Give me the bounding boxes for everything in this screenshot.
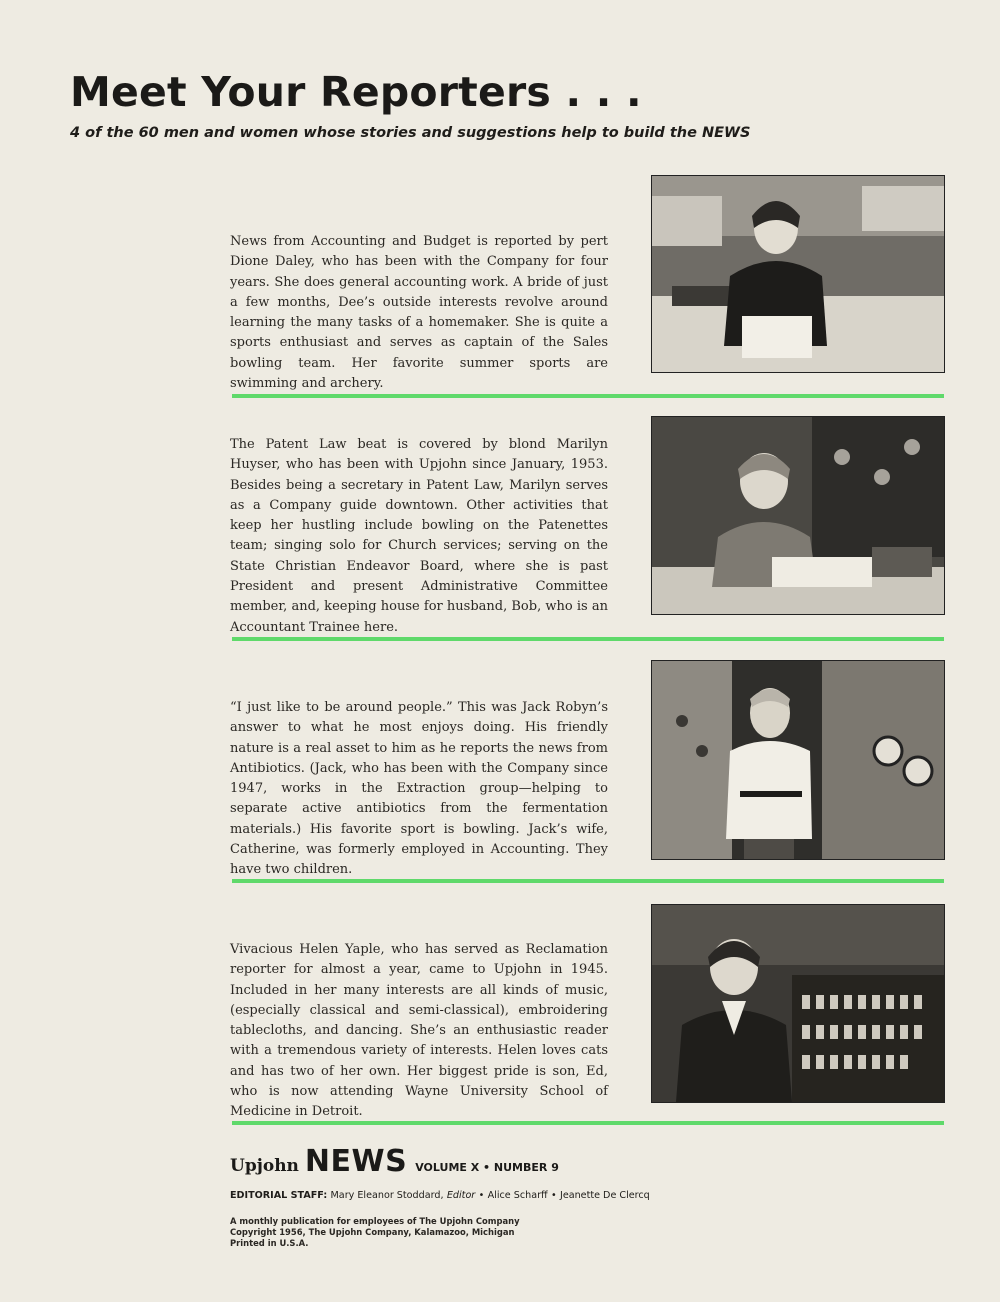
divider-rule: [232, 637, 944, 641]
editor-role: Editor: [446, 1190, 476, 1201]
editor-name: Mary Eleanor Stoddard,: [330, 1190, 444, 1201]
staff-member: Jeanette De Clercq: [559, 1190, 650, 1201]
colophon: [230, 1216, 520, 1249]
story-patent-law: [230, 435, 608, 638]
colophon-line: Copyright 1956, The Upjohn Company, Kalamazoo, Michigan: [230, 1227, 515, 1237]
editorial-staff: [230, 1190, 650, 1201]
divider-rule: [232, 879, 944, 883]
story-text: The Patent Law beat is covered by blond Marilyn Huyser, who has been with Upjohn since January, 1953. Besides being a secretary in Patent Law, Marilyn serves as a Company guide downtown. Other activities that keep her hustling include bowling on the Patenettes team; singing solo for Church services; serving on the State Christian Endeavor Board, where she is past President and present Administrative Committee member, and, keeping house for husband, Bob, who is an Accountant Trainee here.: [230, 437, 608, 635]
masthead-upjohn: Upjohn: [230, 1156, 299, 1176]
story-text: Vivacious Helen Yaple, who has served as Reclamation reporter for almost a year, came to Upjohn in 1945. Included in her many interests are all kinds of music, (especially classical and semi-classical), embroidering tablecloths, and dancing. She’s an enthusiastic reader with a tremendous variety of interests. Helen loves cats and has two of her own. Her biggest pride is son, Ed, who is now attending Wayne University School of Medicine in Detroit.: [230, 942, 608, 1120]
masthead-volume: VOLUME X • NUMBER 9: [415, 1161, 559, 1174]
masthead: [230, 1144, 559, 1179]
photo-helen-yaple: [651, 904, 945, 1103]
story-text: “I just like to be around people.” This was Jack Robyn’s answer to what he most enjoys doing. His friendly nature is a real asset to him as he reports the news from Antibiotics. (Jack, who has been with the Company since 1947, works in the Extraction group—helping to separate active antibiotics from the fermentation materials.) His favorite sport is bowling. Jack’s wife, Catherine, was formerly employed in Accounting. They have two children.: [230, 700, 608, 878]
story-text: News from Accounting and Budget is reported by pert Dione Daley, who has been with the Company for four years. She does general accounting work. A bride of just a few months, Dee’s outside interests revolve around learning the many tasks of a homemaker. She is quite a sports enthusiast and serves as captain of the Sales bowling team. Her favorite summer sports are swimming and archery.: [230, 234, 608, 392]
separator: •: [550, 1190, 557, 1201]
divider-rule: [232, 1121, 944, 1125]
separator: •: [478, 1190, 485, 1201]
photo-dione-daley: [651, 175, 945, 373]
staff-label: EDITORIAL STAFF:: [230, 1190, 328, 1201]
colophon-line: A monthly publication for employees of The Upjohn Company: [230, 1216, 520, 1226]
story-accounting: [230, 232, 608, 394]
story-antibiotics: [230, 698, 608, 881]
photo-jack-robyn: [651, 660, 945, 860]
page-subtitle: 4 of the 60 men and women whose stories and suggestions help to build the NEWS: [70, 125, 751, 141]
colophon-line: Printed in U.S.A.: [230, 1238, 309, 1248]
divider-rule: [232, 394, 944, 398]
story-reclamation: [230, 940, 608, 1123]
photo-marilyn-huyser: [651, 416, 945, 615]
page-title: Meet Your Reporters . . .: [70, 68, 642, 116]
masthead-news: NEWS: [304, 1144, 408, 1179]
staff-member: Alice Scharff: [487, 1190, 548, 1201]
